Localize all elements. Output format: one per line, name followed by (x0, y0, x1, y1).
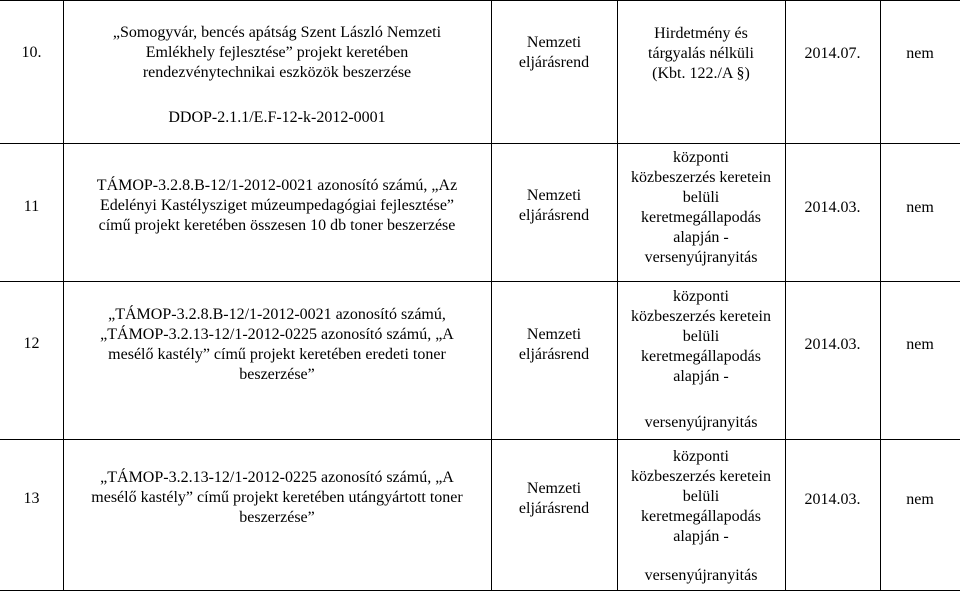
table-rule (0, 439, 960, 440)
row-procedure: Hirdetmény és tárgyalás nélküli (Kbt. 122./A §) (648, 25, 754, 82)
row-regime: Nemzeti eljárásrend (518, 187, 590, 224)
row-date: 2014.03. (804, 336, 861, 353)
row-date: 2014.03. (804, 491, 861, 508)
table-rule (0, 281, 960, 282)
row-regime: Nemzeti eljárásrend (518, 480, 590, 517)
row-procedure: központi közbeszerzés keretein belüli keretmegállapodás alapján - (631, 288, 771, 385)
row-date: 2014.03. (804, 199, 861, 216)
row-procedure: központi közbeszerzés keretein belüli keretmegállapodás alapján - versenyújranyitás (631, 149, 771, 266)
row-description: TÁMOP-3.2.8.B-12/1-2012-0021 azonosító számú, „Az Edelényi Kastélysziget múzeumpedagógiai fejlesztése” című projekt keretében összesen 10 db toner beszerzése (96, 177, 458, 234)
row-procedure-tail: versenyújranyitás (644, 567, 758, 584)
row-description: „TÁMOP-3.2.8.B-12/1-2012-0021 azonosító számú, „TÁMOP-3.2.13-12/1-2012-0225 azonosító számú, „A mesélő kastély” című projekt keretében eredeti toner beszerzése” (100, 306, 454, 383)
row-number: 11 (23, 198, 40, 215)
row-flag: nem (906, 336, 934, 353)
row-date: 2014.07. (804, 45, 861, 62)
row-description: „TÁMOP-3.2.13-12/1-2012-0225 azonosító számú, „A mesélő kastély” című projekt keretében utángyártott toner beszerzése” (91, 469, 463, 526)
row-description: „Somogyvár, bencés apátság Szent László Nemzeti Emlékhely fejlesztése” projekt keretében rendezvénytechnikai eszközök beszerzése (112, 24, 442, 81)
row-procedure-tail: versenyújranyitás (644, 414, 758, 431)
row-number: 10. (21, 44, 42, 61)
row-number: 12 (23, 335, 40, 352)
table-rule (0, 143, 960, 144)
row-flag: nem (906, 491, 934, 508)
row-regime: Nemzeti eljárásrend (518, 34, 590, 71)
row-procedure: központi közbeszerzés keretein belüli keretmegállapodás alapján - (631, 448, 771, 545)
row-project-code: DDOP-2.1.1/E.F-12-k-2012-0001 (168, 109, 386, 126)
column-rule (63, 0, 64, 591)
row-flag: nem (906, 199, 934, 216)
row-flag: nem (906, 45, 934, 62)
row-regime: Nemzeti eljárásrend (518, 326, 590, 363)
table-rule (0, 0, 960, 1)
row-number: 13 (23, 490, 40, 507)
